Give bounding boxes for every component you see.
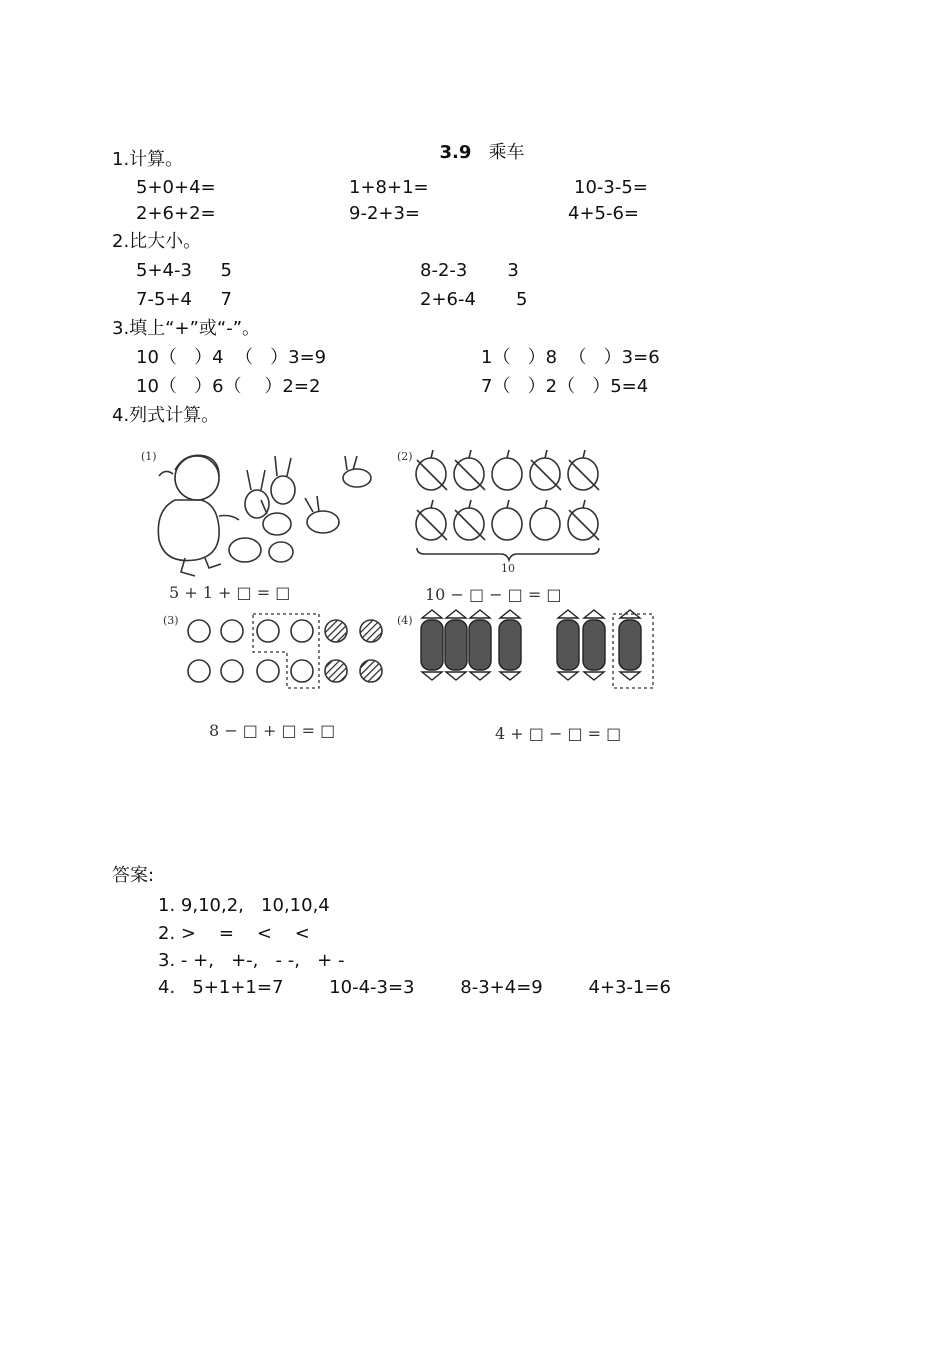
apple-icon [492, 450, 522, 490]
panel-3-equation: 8 − □ + □ = □ [209, 721, 336, 740]
q1-heading: 1.计算。 [112, 149, 184, 170]
panel-2-label: (2) [397, 450, 413, 463]
apple-crossed-icon [454, 500, 485, 540]
hatched-circle-icon [360, 660, 382, 682]
panel-1-label: (1) [141, 450, 157, 463]
brace [417, 548, 599, 560]
q4-illustrations [135, 440, 675, 750]
q3-heading: 3.填上“+”或“-”。 [112, 318, 261, 339]
q2-item: 2+6-4 5 [420, 289, 528, 310]
hatched-circle-icon [325, 660, 347, 682]
rabbit-icon [261, 500, 291, 535]
apple-crossed-icon [454, 450, 485, 490]
circle-icon [188, 660, 210, 682]
hatched-circle-icon [360, 620, 382, 642]
candy-icon [469, 610, 491, 680]
circle-icon [291, 660, 313, 682]
candy-icon [557, 610, 579, 680]
q1-item: 10-3-5= [574, 177, 648, 198]
answer-line: 1. 9,10,2, 10,10,4 [158, 895, 330, 916]
dashed-group-box [253, 614, 319, 688]
title-name: 乘车 [488, 142, 525, 163]
candy-icon [619, 610, 641, 680]
panel-2-picture [397, 450, 599, 560]
q1-item: 9-2+3= [349, 203, 421, 224]
q1-item: 5+0+4= [136, 177, 216, 198]
rabbit-icon [343, 456, 371, 487]
rabbit-icon [305, 496, 339, 533]
brace-label: 10 [501, 562, 515, 575]
answer-line: 3. - +, +-, - -, + - [158, 950, 345, 971]
candy-icon [421, 610, 443, 680]
apple-crossed-icon [530, 450, 561, 490]
apple-crossed-icon [416, 500, 447, 540]
circle-icon [221, 660, 243, 682]
circle-icon [257, 620, 279, 642]
q3-item: 7（ ）2（ ）5=4 [481, 376, 649, 397]
panel-4-equation: 4 + □ − □ = □ [495, 724, 622, 743]
panel-4-picture [397, 610, 653, 688]
circle-icon [188, 620, 210, 642]
answer-line: 2. > = < < [158, 923, 310, 944]
q2-item: 8-2-3 3 [420, 260, 519, 281]
q3-item: 10（ ）6（ ）2=2 [136, 376, 321, 397]
q2-item: 7-5+4 7 [136, 289, 232, 310]
q1-item: 4+5-6= [568, 203, 640, 224]
panel-4-label: (4) [397, 614, 413, 627]
panel-3-picture [163, 614, 382, 688]
hatched-circle-icon [325, 620, 347, 642]
apple-icon [530, 500, 560, 540]
answer-line: 4. 5+1+1=7 10-4-3=3 8-3+4=9 4+3-1=6 [158, 977, 671, 998]
rabbit-icon [271, 456, 295, 504]
page-title [428, 120, 525, 164]
q2-item: 5+4-3 5 [136, 260, 232, 281]
apple-crossed-icon [568, 450, 599, 490]
circle-icon [221, 620, 243, 642]
answers-heading: 答案: [112, 865, 155, 886]
candy-icon [445, 610, 467, 680]
candy-icon [583, 610, 605, 680]
title-number: 3.9 [439, 142, 472, 163]
q3-item: 10（ ）4 （ ）3=9 [136, 347, 327, 368]
q4-heading: 4.列式计算。 [112, 405, 220, 426]
circle-icon [257, 660, 279, 682]
apple-crossed-icon [416, 450, 447, 490]
apple-crossed-icon [568, 500, 599, 540]
panel-1-equation: 5 + 1 + □ = □ [169, 583, 291, 602]
panel-3-label: (3) [163, 614, 179, 627]
apple-icon [492, 500, 522, 540]
q1-item: 1+8+1= [349, 177, 429, 198]
q2-heading: 2.比大小。 [112, 231, 202, 252]
panel-1-picture [141, 450, 371, 576]
candy-icon [499, 610, 521, 680]
circle-icon [291, 620, 313, 642]
panel-2-equation: 10 − □ − □ = □ [425, 585, 562, 604]
q3-item: 1（ ）8 （ ）3=6 [481, 347, 660, 368]
q1-item: 2+6+2= [136, 203, 216, 224]
